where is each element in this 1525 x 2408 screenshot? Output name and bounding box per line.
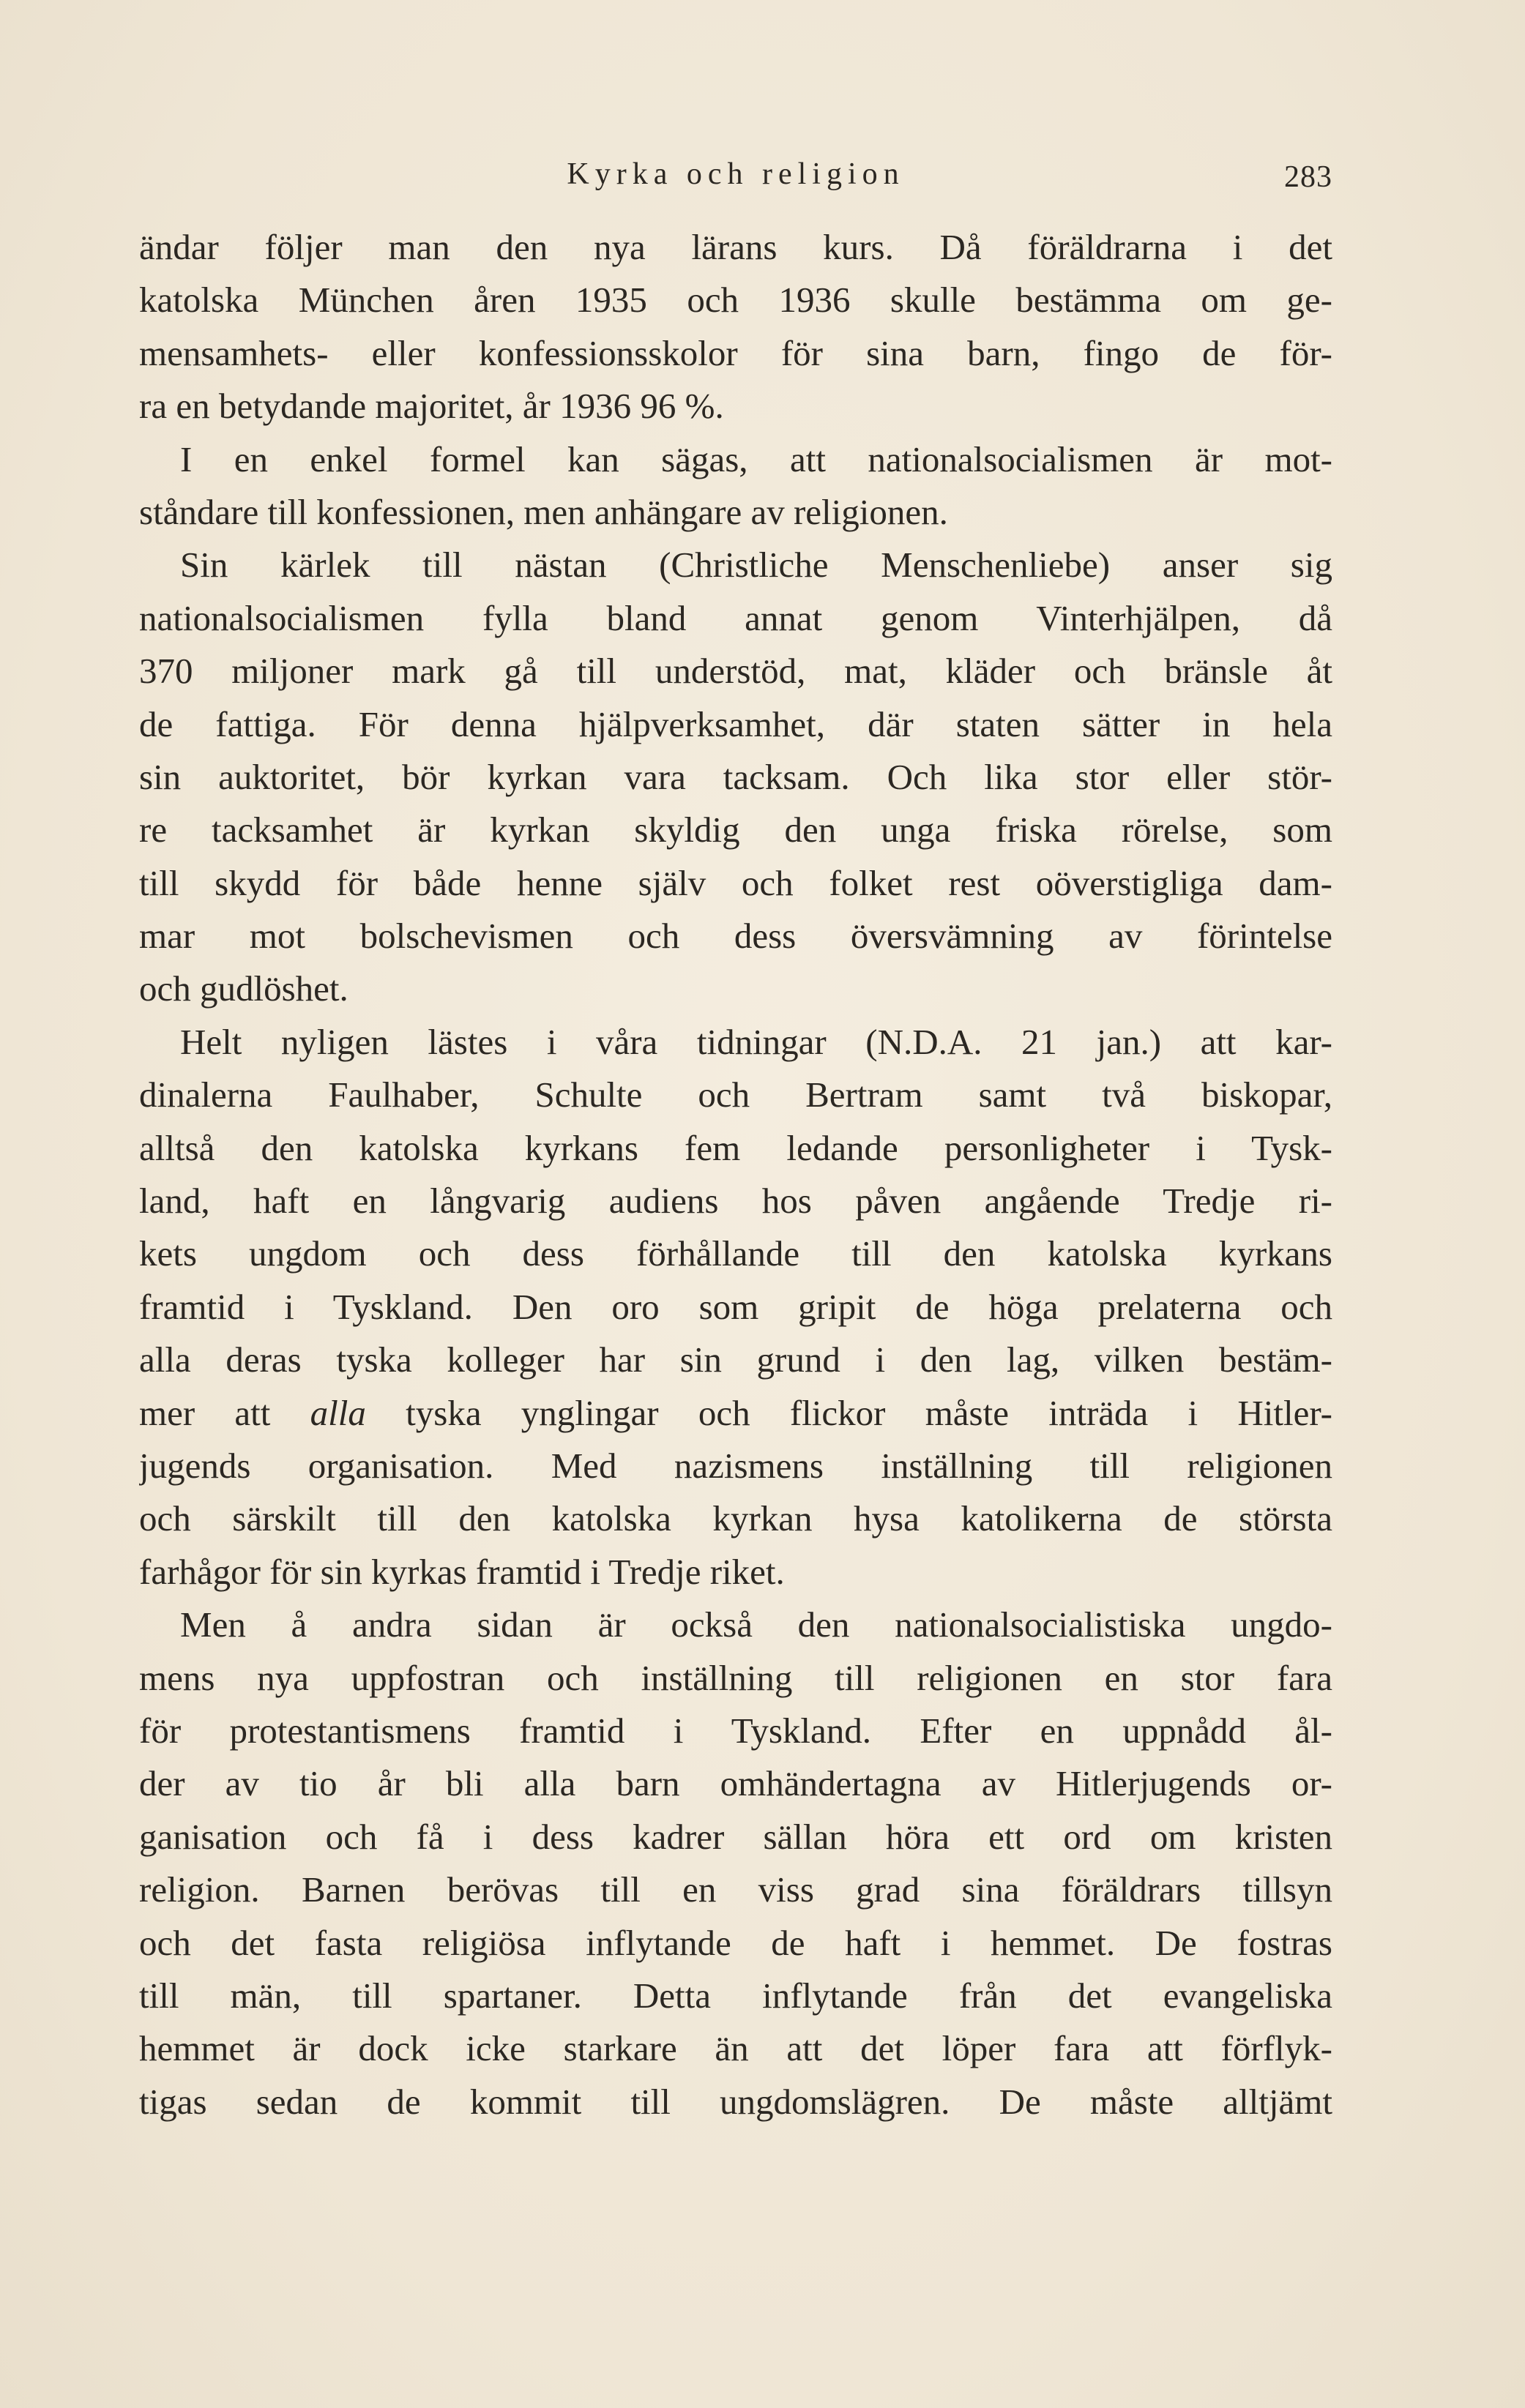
text-line: för protestantismens framtid i Tyskland. Efter en uppnådd ål- [139,1710,1332,1751]
text-line: kets ungdom och dess förhållande till den katolska kyrkans [139,1233,1332,1274]
text-line: farhågor för sin kyrkas framtid i Tredje riket. [139,1551,785,1592]
text-line: nationalsocialismen fylla bland annat genom Vinterhjälpen, då [139,597,1332,638]
text-line: ändar följer man den nya lärans kurs. Då föräldrarna i det [139,227,1332,267]
text-line: 370 miljoner mark gå till understöd, mat, kläder och bränsle åt [139,651,1332,692]
body-text [139,221,1332,2128]
text-line: till män, till spartaner. Detta inflytande från det evangeliska [139,1975,1332,2016]
text-line: ganisation och få i dess kadrer sällan höra ett ord om kristen [139,1816,1332,1857]
text-line: alla deras tyska kolleger har sin grund i den lag, vilken bestäm- [139,1339,1332,1380]
text-line: mensamhets- eller konfessionsskolor för sina barn, fingo de för- [139,332,1332,373]
text-line: och gudlöshet. [139,968,348,1009]
text-segment: mer att [139,1392,310,1433]
text-line: ra en betydande majoritet, år 1936 96 %. [139,386,724,427]
text-line: Men å andra sidan är också den nationalsocialistiska ungdo- [180,1604,1332,1645]
text-line: re tacksamhet är kyrkan skyldig den unga friska rörelse, som [139,809,1332,850]
text-line: land, haft en långvarig audiens hos påven angående Tredje ri- [139,1181,1332,1222]
text-line: Helt nyligen lästes i våra tidningar (N.D.A. 21 jan.) att kar- [180,1021,1332,1062]
italic-word: alla [310,1392,366,1433]
text-line: I en enkel formel kan sägas, att nationalsocialismen är mot- [180,438,1332,479]
text-line: Sin kärlek till nästan (Christliche Menschenliebe) anser sig [180,545,1332,586]
text-line: ståndare till konfessionen, men anhängare av religionen. [139,491,948,532]
page-header [139,152,1332,196]
text-segment: tyska ynglingar och flickor måste inträda i Hitler- [365,1392,1332,1433]
page-number: 283 [1284,160,1332,194]
text-line: mens nya uppfostran och inställning till religionen en stor fara [139,1657,1332,1698]
text-line: framtid i Tyskland. Den oro som gripit de höga prelaterna och [139,1286,1332,1327]
text-line: och det fasta religiösa inflytande de haft i hemmet. De fostras [139,1922,1332,1963]
text-line: och särskilt till den katolska kyrkan hysa katolikerna de största [139,1498,1332,1539]
text-line: hemmet är dock icke starkare än att det löper fara att förflyk- [139,2028,1332,2069]
text-line: tigas sedan de kommit till ungdomslägren. De måste alltjämt [139,2081,1332,2122]
text-line: till skydd för både henne själv och folket rest oöverstigliga dam- [139,862,1332,903]
text-line: de fattiga. För denna hjälpverksamhet, där staten sätter in hela [139,703,1332,744]
text-line: alltså den katolska kyrkans fem ledande personligheter i Tysk- [139,1127,1332,1168]
text-line [139,1387,1332,1440]
text-line: sin auktoritet, bör kyrkan vara tacksam. Och lika stor eller stör- [139,756,1332,797]
text-line: religion. Barnen berövas till en viss grad sina föräldrars tillsyn [139,1869,1332,1910]
text-line: katolska München åren 1935 och 1936 skulle bestämma om ge- [139,280,1332,321]
running-title: Kyrka och religion [567,157,905,191]
text-line: dinalerna Faulhaber, Schulte och Bertram samt två biskopar, [139,1074,1332,1115]
text-line: mar mot bolschevismen och dess översvämning av förintelse [139,916,1332,957]
text-line: der av tio år bli alla barn omhändertagna av Hitlerjugends or- [139,1763,1332,1804]
text-line: jugends organisation. Med nazismens inställning till religionen [139,1445,1332,1486]
